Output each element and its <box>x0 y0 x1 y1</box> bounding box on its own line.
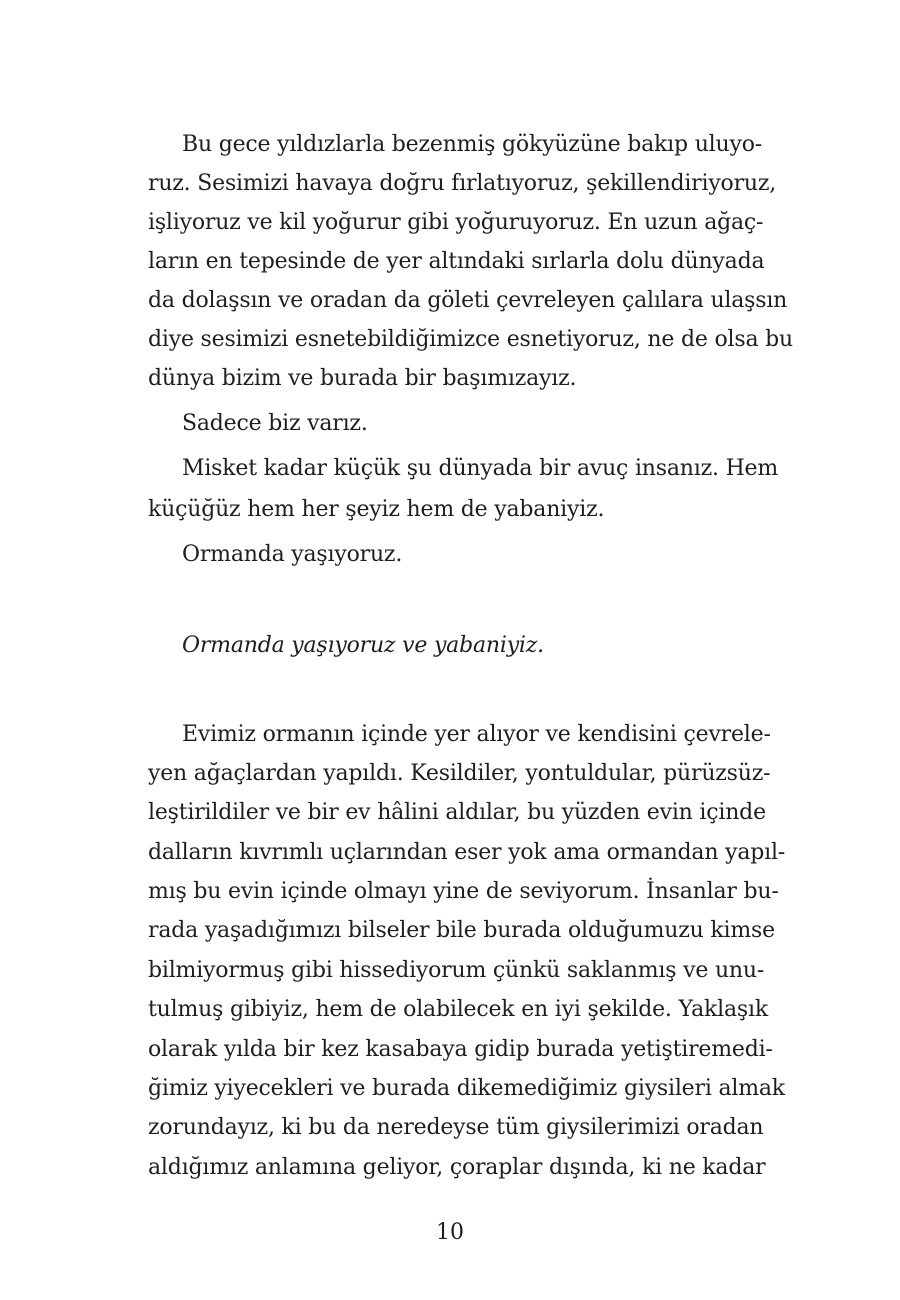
text-line: işliyoruz ve kil yoğurur gibi yoğuruyoruz. En uzun ağaç- <box>148 210 764 235</box>
text-line: Ormanda yaşıyoruz. <box>182 542 403 567</box>
text-line: aldığımız anlamına geliyor, çoraplar dışında, ki ne kadar <box>148 1155 766 1180</box>
text-line: yen ağaçlardan yapıldı. Kesildiler, yontuldular, pürüzsüz- <box>148 761 771 786</box>
italic-text-line: Ormanda yaşıyoruz ve yabaniyiz. <box>182 633 544 658</box>
text-line: dalların kıvrımlı uçlarından eser yok ama ormandan yapıl- <box>148 840 786 865</box>
text-line: Evimiz ormanın içinde yer alıyor ve kendisini çevrele- <box>182 722 771 747</box>
text-line: da dolaşsın ve oradan da göleti çevreleyen çalılara ulaşsın <box>148 288 788 313</box>
text-line: küçüğüz hem her şeyiz hem de yabaniyiz. <box>148 497 605 522</box>
text-line: Bu gece yıldızlarla bezenmiş gökyüzüne bakıp uluyo- <box>182 132 762 157</box>
text-line: Sadece biz varız. <box>182 411 368 436</box>
text-line: bilmiyormuş gibi hissediyorum çünkü saklanmış ve unu- <box>148 958 765 983</box>
text-line: ruz. Sesimizi havaya doğru fırlatıyoruz, şekillendiriyoruz, <box>148 171 777 196</box>
text-line: diye sesimizi esnetebildiğimizce esnetiyoruz, ne de olsa bu <box>148 327 794 352</box>
text-line: tulmuş gibiyiz, hem de olabilecek en iyi şekilde. Yaklaşık <box>148 997 768 1022</box>
text-line: ların en tepesinde de yer altındaki sırlarla dolu dünyada <box>148 249 765 274</box>
text-line: ğimiz yiyecekleri ve burada dikemediğimiz giysileri almak <box>148 1076 785 1101</box>
page-number: 10 <box>436 1220 464 1245</box>
text-line: olarak yılda bir kez kasabaya gidip burada yetiştiremedi- <box>148 1037 773 1062</box>
text-line: leştirildiler ve bir ev hâlini aldılar, bu yüzden evin içinde <box>148 800 766 825</box>
text-line: dünya bizim ve burada bir başımızayız. <box>148 366 577 391</box>
text-line: rada yaşadığımızı bilseler bile burada olduğumuzu kimse <box>148 918 775 943</box>
text-line: zorundayız, ki bu da neredeyse tüm giysilerimizi oradan <box>148 1115 764 1140</box>
text-line: Misket kadar küçük şu dünyada bir avuç insanız. Hem <box>182 456 779 481</box>
text-line: mış bu evin içinde olmayı yine de seviyorum. İnsanlar bu- <box>148 879 779 904</box>
